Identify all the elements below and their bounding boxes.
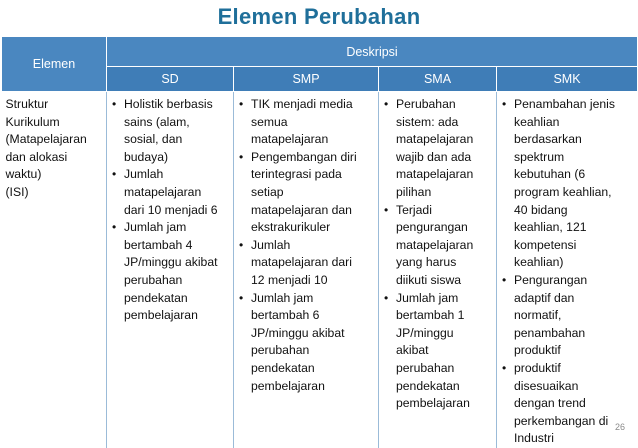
cell-line: Kurikulum [5,114,60,129]
bullet-line: terintegrasi pada [251,167,342,182]
bullet-item [501,360,636,448]
change-elements-table [1,36,638,448]
bullet-line: Industri [514,431,554,446]
bullet-line: pendekatan [396,378,460,393]
cell-line: (Matapelajaran [5,132,87,147]
bullet-line: matapelajaran [396,167,474,182]
bullet-line: kebutuhan (6 [514,167,586,182]
bullet-line: • Jumlah jam [396,290,459,305]
cell-line: Struktur [5,97,49,111]
bullet-line: semua [251,114,288,129]
bullet-line: akibat [396,343,429,358]
bullet-line: pendekatan [251,360,315,375]
bullet-line: bertambah 4 [124,237,193,252]
bullet-line: • produktif [514,360,561,375]
cell-line: dan alokasi [5,149,68,164]
elemen-text [6,96,105,202]
bullet-line: dengan trend [514,396,586,411]
bullet-item [238,96,376,149]
bullet-line: • Terjadi [396,202,432,217]
bullet-item [501,96,636,272]
cell-line: waktu) [5,167,42,182]
bullet-line: JP/minggu akibat [251,325,345,340]
bullet-item [238,237,376,290]
bullet-line: kompetensi [514,237,577,252]
bullet-line: • Jumlah jam [124,220,187,235]
bullet-line: pembelajaran [251,378,325,393]
bullet-line: 40 bidang [514,202,568,217]
bullet-line: • Holistik berbasis [124,97,213,111]
header-smk: SMK [497,67,638,92]
bullet-item [111,96,231,166]
bullet-line: • Penambahan jenis [514,97,615,111]
bullet-line: • Jumlah [124,167,164,182]
bullet-line: matapelajaran [396,132,474,147]
bullet-line: diikuti siswa [396,272,462,287]
bullet-line: keahlian, 121 [514,220,587,235]
header-sma: SMA [379,67,497,92]
slide-title: Elemen Perubahan [217,4,421,29]
bullet-line: budaya) [124,149,169,164]
bullet-line: normatif, [514,308,562,323]
bullet-item [383,202,494,290]
bullet-line: dari 10 menjadi 6 [124,202,218,217]
bullet-line: wajib dan ada [396,149,472,164]
bullet-line: bertambah 1 [396,308,465,323]
bullet-line: matapelajaran dari [251,255,352,270]
bullet-line: 12 menjadi 10 [251,272,328,287]
bullet-line: perubahan [396,360,455,375]
bullet-line: keahlian) [514,255,564,270]
bullet-line: • TIK menjadi media [251,97,353,111]
bullet-item [111,166,231,219]
bullet-line: • Jumlah jam [251,290,314,305]
smk-bullets [501,96,636,448]
bullet-line: produktif [514,343,561,358]
bullet-item [238,149,376,237]
smp-bullets [238,96,376,395]
bullet-item [383,96,494,202]
bullet-line: pengurangan [396,220,468,235]
bullet-line: program keahlian, [514,184,612,199]
bullet-line: penambahan [514,325,586,340]
bullet-line: pembelajaran [396,396,470,411]
bullet-line: sains (alam, [124,114,190,129]
bullet-line: sistem: ada [396,114,459,129]
header-smp: SMP [234,67,379,92]
bullet-item [238,290,376,396]
bullet-line: adaptif dan [514,290,575,305]
cell-sma [379,92,497,448]
bullet-line: JP/minggu [396,325,454,340]
bullet-line: yang harus [396,255,457,270]
bullet-line: • Perubahan [396,97,456,111]
bullet-line: • Jumlah [251,237,291,252]
cell-sd [107,92,234,448]
bullet-line: matapelajaran [124,184,202,199]
bullet-line: perubahan [251,343,310,358]
sd-bullets [111,96,231,325]
page-number: 26 [614,422,625,432]
bullet-line: disesuaikan [514,378,579,393]
bullet-item [501,272,636,360]
cell-line: (ISI) [5,184,29,199]
bullet-line: matapelajaran [396,237,474,252]
bullet-line: spektrum [514,149,565,164]
bullet-item [111,219,231,325]
bullet-line: sosial, dan [124,132,183,147]
cell-smp [234,92,379,448]
bullet-line: keahlian [514,114,560,129]
bullet-line: • Pengurangan [514,272,588,287]
bullet-line: matapelajaran [251,132,329,147]
bullet-line: JP/minggu akibat [124,255,218,270]
bullet-line: pilihan [396,184,432,199]
bullet-line: pendekatan [124,290,188,305]
bullet-line: perubahan [124,272,183,287]
cell-smk [497,92,638,448]
bullet-line: berdasarkan [514,132,582,147]
bullet-line: ekstrakurikuler [251,220,331,235]
cell-elemen [2,92,107,448]
bullet-line: pembelajaran [124,308,198,323]
bullet-line: • Pengembangan diri [251,149,357,164]
sma-bullets [383,96,494,413]
header-sd: SD [107,67,234,92]
bullet-line: matapelajaran dan [251,202,352,217]
bullet-line: setiap [251,184,284,199]
bullet-line: perkembangan di [514,413,609,428]
header-deskripsi: Deskripsi [107,37,638,67]
bullet-line: bertambah 6 [251,308,320,323]
header-elemen: Elemen [2,37,107,92]
bullet-item [383,290,494,413]
